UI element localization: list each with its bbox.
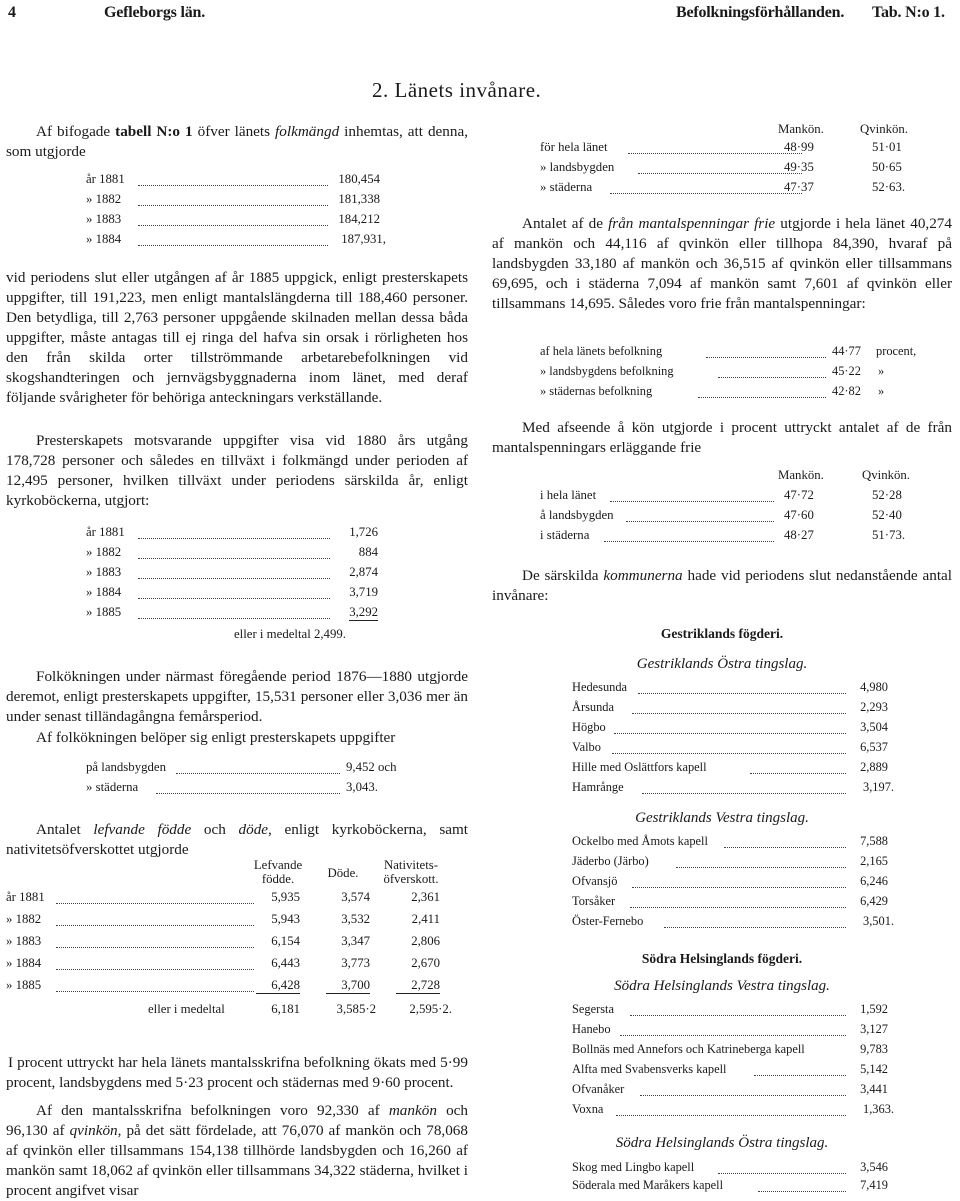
list-item (540, 344, 950, 362)
leader-dots (56, 969, 254, 970)
leader-dots (632, 887, 846, 888)
row-value: 3,501. (863, 914, 894, 928)
text-run: öfver länets (192, 123, 276, 140)
cell-born: 6,443 (271, 956, 300, 970)
leader-dots (610, 193, 802, 194)
text-run: Antalet af de (522, 215, 609, 232)
row-label: Hedesunda (572, 680, 628, 694)
row-value: 3,127 (860, 1022, 888, 1036)
growth-average: eller i medeltal 2,499. (234, 627, 346, 641)
cell-born: 6,154 (271, 934, 300, 948)
row-value: 1,592 (860, 1002, 888, 1016)
row-label: » 1882 (86, 192, 122, 206)
leader-dots (56, 903, 254, 904)
growth-split-list (86, 760, 416, 800)
leader-dots (706, 357, 826, 358)
leader-dots (56, 925, 254, 926)
row-value: 3,197. (863, 780, 894, 794)
leader-dots (754, 1075, 846, 1076)
row-value: 187,931, (341, 232, 386, 246)
sex-percentage-table (492, 120, 952, 200)
row-label: » 1884 (86, 232, 122, 246)
emphasis-text: mankön (388, 1102, 437, 1119)
cell-born: 6,181 (271, 1002, 300, 1016)
cell-male: 48·27 (784, 528, 814, 542)
section-title: 2. Länets invånare. (372, 78, 542, 102)
row-value: 3,292 (349, 605, 378, 619)
cell-surplus: 2,595·2. (409, 1002, 452, 1016)
row-value: 3,546 (860, 1160, 888, 1174)
row-label: på landsbygden (86, 760, 166, 774)
leader-dots (630, 1015, 846, 1016)
list-item (86, 232, 386, 250)
paragraph-text: Med afseende å kön utgjorde i procent uttryckt antalet af de från mantalspenningars erläggande frie (492, 419, 952, 456)
list-item (572, 780, 894, 798)
row-label: Hamrånge (572, 780, 624, 794)
row-label: » 1885 (6, 978, 42, 992)
leader-dots (750, 773, 846, 774)
row-value: 45·22 (832, 364, 861, 378)
leader-dots (138, 618, 330, 619)
row-label: » 1882 (6, 912, 42, 926)
row-label: » 1883 (86, 212, 122, 226)
row-label: å landsbygden (540, 508, 614, 522)
row-value: 1,726 (349, 525, 378, 539)
right-paragraph-2 (492, 418, 952, 458)
row-label: år 1881 (6, 890, 45, 904)
cell-female: 52·63. (872, 180, 906, 194)
text-run: , på det sätt fördelade, att 76,070 af mankön och 78,068 af qvinkön eller tillsammans 154,138 tillhörde landsbygden och 16,260 af mankön samt 18,062 af qvinkön eller tillsammans 34,322 städerna, hvilket i procent angifvet visar (6, 1122, 468, 1199)
row-value: 2,293 (860, 700, 888, 714)
leader-dots (718, 1173, 846, 1174)
cell-male: 49·35 (784, 160, 814, 174)
leader-dots (640, 1095, 846, 1096)
cell-dead: 3,585·2 (336, 1002, 376, 1016)
header-tab-label: Tab. N:o 1. (872, 4, 945, 21)
row-label: » landsbygdens befolkning (540, 364, 674, 378)
cell-male: 47·60 (784, 508, 814, 522)
list-item (572, 1022, 888, 1040)
row-value: 2,874 (349, 565, 378, 579)
list-item (86, 585, 378, 603)
table-row (6, 956, 470, 974)
cell-surplus: 2,411 (411, 912, 440, 926)
cell-dead: 3,532 (341, 912, 370, 926)
left-paragraph-2 (6, 268, 468, 408)
row-value: 9,783 (860, 1042, 888, 1056)
leader-dots (138, 185, 328, 186)
cell-male: 48·99 (784, 140, 814, 154)
text-run: hade vid periodens slut nedanstående antal invånare: (492, 567, 952, 604)
row-label: Söderala med Maråkers kapell (572, 1178, 724, 1192)
row-label: » 1883 (6, 934, 42, 948)
row-label: Ockelbo med Åmots kapell (572, 834, 708, 848)
row-value: 181,338 (338, 192, 380, 206)
column-header: Qvinkön. (862, 468, 910, 482)
leader-dots (718, 377, 826, 378)
row-value: 3,719 (349, 585, 378, 599)
cell-surplus: 2,361 (411, 890, 440, 904)
row-value: 7,588 (860, 834, 888, 848)
cell-female: 52·40 (872, 508, 902, 522)
list-item (572, 1102, 894, 1120)
column-header: Mankön. (778, 468, 824, 482)
cell-dead: 3,347 (341, 934, 370, 948)
list-item (86, 565, 378, 583)
list-item (86, 525, 378, 543)
list-item (86, 780, 416, 798)
left-paragraph-5 (6, 728, 468, 748)
row-label: år 1881 (86, 172, 125, 186)
tingslag-heading: Gestriklands Östra tingslag. (636, 656, 808, 672)
row-value: 180,454 (338, 172, 380, 186)
list-item (572, 854, 888, 872)
cell-male: 47·72 (784, 488, 814, 502)
leader-dots (664, 927, 846, 928)
leader-dots (610, 501, 774, 502)
row-value: 6,246 (860, 874, 888, 888)
table-reference: tabell N:o 1 (115, 123, 193, 140)
leader-dots (604, 541, 774, 542)
row-label: Alfta med Svabensverks kapell (572, 1062, 727, 1076)
row-value: 1,363. (863, 1102, 894, 1116)
column-header: Qvinkön. (860, 122, 908, 136)
row-label: Årsunda (572, 700, 614, 714)
table-row (540, 180, 952, 198)
column-header: Mankön. (778, 122, 824, 136)
list-item (572, 834, 888, 852)
text-run: , enligt kyrkoböckerna, samt nativitetsöfverskottet utgjorde (6, 821, 469, 858)
emphasis-text: döde (238, 821, 269, 838)
cell-dead: 3,773 (341, 956, 370, 970)
list-item (86, 192, 380, 210)
fogderi-heading: Södra Helsinglands fögderi. (641, 951, 803, 966)
table-row (540, 160, 952, 178)
row-label: Segersta (572, 1002, 614, 1016)
row-value: 3,043. (346, 780, 378, 794)
leader-dots (156, 793, 340, 794)
commune-list-3 (572, 1002, 894, 1122)
table-average-row (6, 1002, 470, 1020)
leader-dots (138, 578, 330, 579)
paragraph-text: Presterskapets motsvarande uppgifter visa vid 1880 års utgång 178,728 personer och således en tillväxt i folkmängd under perioden af 12,495 personer, hvilken tillväxt under periodens särskilda år, enligt kyrkoböckerna, utgjort: (6, 432, 468, 509)
list-item (572, 1160, 888, 1178)
row-label: » städerna (86, 780, 139, 794)
leader-dots (638, 173, 802, 174)
row-label: Hille med Oslättfors kapell (572, 760, 707, 774)
leader-dots (698, 397, 826, 398)
text-run: och 96,130 af (6, 1102, 468, 1139)
leader-dots (56, 947, 254, 948)
row-value: 5,142 (860, 1062, 888, 1076)
text-run: Af bifogade (36, 123, 116, 140)
paragraph-text: Af folkökningen belöper sig enligt presterskapets uppgifter (36, 729, 396, 746)
cell-born: 5,935 (271, 890, 300, 904)
paragraph-text: vid periodens slut eller utgången af år 1885 uppgick, enligt presterskapets uppgifter, till 191,223, men enligt mantalslängderna till 188,460 personer. Den betydliga, till 2,763 personer uppgående skilnaden mellan dessa båda uppgifter, måste antagas till ej ringa del hafva sin orsak i rörligheten hos den från skilda orter tillströmmande arbetarebefolkningen vid skogshandteringen och jernvägsbyggnaderna inom länet, med deraf följande svårigheter för behöriga anteckningars verkställande. (6, 269, 468, 406)
leader-dots (138, 538, 330, 539)
row-label: » 1884 (86, 585, 122, 599)
cell-born: 5,943 (271, 912, 300, 926)
row-label: Torsåker (572, 894, 616, 908)
row-unit: » (878, 364, 885, 378)
tingslag-heading: Södra Helsinglands Östra tingslag. (615, 1135, 829, 1151)
row-value: 4,980 (860, 680, 888, 694)
row-label: af hela länets befolkning (540, 344, 663, 358)
list-item (540, 364, 950, 382)
list-item (572, 720, 888, 738)
left-paragraph-1 (6, 122, 468, 162)
column-header: Nativitets-öfverskott. (383, 858, 439, 886)
row-label: Öster-Fernebo (572, 914, 644, 928)
left-paragraph-8 (6, 1101, 468, 1201)
right-paragraph-1 (492, 214, 952, 314)
row-value: 3,504 (860, 720, 888, 734)
row-label: » städernas befolkning (540, 384, 653, 398)
row-label: » 1883 (86, 565, 122, 579)
row-value: 3,441 (860, 1082, 888, 1096)
cell-male: 47·37 (784, 180, 814, 194)
row-label: Bollnäs med Annefors och Katrineberga kapell (572, 1042, 805, 1056)
tingslag-heading: Södra Helsinglands Vestra tingslag. (614, 978, 830, 994)
table-row (6, 978, 470, 996)
leader-dots (642, 793, 846, 794)
row-value: 42·82 (832, 384, 861, 398)
table-row (6, 912, 470, 930)
right-paragraph-3 (492, 566, 952, 606)
emphasis-text: folkmängd (275, 123, 340, 140)
list-item (572, 1042, 888, 1060)
column-header: Döde. (327, 866, 359, 880)
leader-dots (176, 773, 340, 774)
row-label: » 1882 (86, 545, 122, 559)
leader-dots (138, 205, 328, 206)
row-label: » 1884 (6, 956, 42, 970)
header-right-title: Befolkningsförhållanden. (676, 4, 845, 21)
free-from-tax-list (540, 344, 950, 404)
row-value: 44·77 (832, 344, 861, 358)
list-item (572, 740, 888, 758)
row-label: » städerna (540, 180, 593, 194)
list-item (86, 605, 378, 623)
text-run: De särskilda (522, 567, 604, 584)
list-item (540, 384, 950, 402)
list-item (86, 212, 380, 230)
paragraph-text: I procent uttryckt har hela länets mantalsskrifna befolkning ökats med 5·99 procent, landsbygdens med 5·23 procent och städernas med 9·60 procent. (6, 1054, 468, 1091)
list-item (86, 760, 416, 778)
fogderi-heading: Gestriklands fögderi. (660, 626, 784, 641)
tingslag-heading: Gestriklands Vestra tingslag. (635, 810, 809, 826)
cell-surplus: 2,670 (411, 956, 440, 970)
row-label: » landsbygden (540, 160, 615, 174)
cell-female: 50·65 (872, 160, 902, 174)
text-run: inhemtas, att denna, som utgjorde (6, 123, 468, 160)
cell-female: 51·73. (872, 528, 906, 542)
row-label: Ofvanåker (572, 1082, 625, 1096)
population-list (86, 172, 386, 252)
row-value: 9,452 och (346, 760, 397, 774)
leader-dots (638, 693, 846, 694)
cell-dead: 3,574 (341, 890, 370, 904)
row-label: Voxna (572, 1102, 604, 1116)
row-value: 184,212 (338, 212, 380, 226)
list-item (572, 874, 888, 892)
row-value: 6,429 (860, 894, 888, 908)
leader-dots (614, 733, 846, 734)
emphasis-text: kommunerna (603, 567, 683, 584)
row-label: för hela länet (540, 140, 608, 154)
cell-female: 52·28 (872, 488, 902, 502)
leader-dots (628, 153, 802, 154)
text-run: Af den mantalsskrifna befolkningen voro 92,330 af (36, 1102, 389, 1119)
row-value: 2,889 (860, 760, 888, 774)
row-label: eller i medeltal (148, 1002, 225, 1016)
list-item (572, 1082, 888, 1100)
leader-dots (630, 907, 846, 908)
leader-dots (138, 225, 328, 226)
list-item (572, 760, 888, 778)
page-number: 4 (8, 4, 16, 21)
row-label: Högbo (572, 720, 606, 734)
births-deaths-table (0, 856, 470, 1036)
paragraph-text: Folkökningen under närmast föregående period 1876—1880 utgjorde deremot, enligt presterskapets uppgifter, 15,531 personer eller 3,036 mer än under senast tilländagångna femårsperiod. (6, 668, 468, 725)
row-label: Skog med Lingbo kapell (572, 1160, 695, 1174)
list-item (572, 680, 888, 698)
leader-dots (620, 1035, 846, 1036)
table-row (6, 890, 470, 908)
leader-dots (676, 867, 846, 868)
left-paragraph-4 (6, 667, 468, 727)
table-row (540, 508, 950, 526)
sex-free-table (540, 466, 950, 546)
left-paragraph-7 (6, 1053, 468, 1093)
list-item (572, 1062, 888, 1080)
text-run: utgjorde i hela länet 40,274 af mankön och 44,116 af qvinkön eller tillhopa 84,390, hvaraf på landsbygden 33,180 af mankön och 36,515 af qvinkön eller tillsammans 69,695, och i städerna 7,094 af mankön samt 7,601 af qvinkön eller tillsammans 14,695. Således voro frie från mantalspenningar: (492, 215, 952, 312)
list-item (86, 172, 380, 190)
list-item (572, 700, 888, 718)
emphasis-text: lefvande födde (93, 821, 192, 838)
row-label: i städerna (540, 528, 590, 542)
cell-surplus: 2,728 (396, 978, 440, 994)
cell-born: 6,428 (256, 978, 300, 994)
row-value: 2,165 (860, 854, 888, 868)
cell-dead: 3,700 (326, 978, 370, 994)
row-unit: » (878, 384, 885, 398)
row-value: 7,419 (860, 1178, 888, 1192)
text-run: och (191, 821, 239, 838)
leader-dots (138, 558, 330, 559)
text-run: Antalet (36, 821, 94, 838)
leader-dots (56, 991, 254, 992)
header-left-title: Gefleborgs län. (104, 4, 205, 21)
commune-list-2 (572, 834, 894, 934)
left-paragraph-3 (6, 431, 468, 511)
row-label: Valbo (572, 740, 601, 754)
emphasis-text: qvinkön (69, 1122, 118, 1139)
leader-dots (138, 598, 330, 599)
table-row (6, 934, 470, 952)
row-label: år 1881 (86, 525, 125, 539)
row-value: 884 (358, 545, 378, 559)
commune-list-4 (572, 1160, 888, 1196)
row-label: Hanebo (572, 1022, 611, 1036)
table-row (540, 528, 950, 546)
list-item (572, 894, 888, 912)
leader-dots (632, 713, 846, 714)
leader-dots (724, 847, 846, 848)
table-row (540, 488, 950, 506)
leader-dots (138, 245, 328, 246)
list-item (572, 1178, 888, 1196)
table-row (540, 140, 952, 158)
growth-list (86, 525, 378, 625)
leader-dots (612, 753, 846, 754)
column-header: Lefvande födde. (253, 858, 303, 886)
row-label: » 1885 (86, 605, 122, 619)
emphasis-text: från mantalspenningar frie (608, 215, 776, 232)
leader-dots (626, 521, 774, 522)
row-label: i hela länet (540, 488, 597, 502)
list-item (572, 1002, 888, 1020)
list-item (572, 914, 894, 932)
leader-dots (616, 1115, 846, 1116)
list-item (86, 545, 378, 563)
row-label: Jäderbo (Järbo) (572, 854, 649, 868)
row-label: Ofvansjö (572, 874, 618, 888)
cell-female: 51·01 (872, 140, 902, 154)
left-paragraph-6 (6, 820, 468, 860)
row-unit: procent, (876, 344, 917, 358)
cell-surplus: 2,806 (411, 934, 440, 948)
leader-dots (758, 1191, 846, 1192)
row-value: 6,537 (860, 740, 888, 754)
commune-list-1 (572, 680, 894, 800)
